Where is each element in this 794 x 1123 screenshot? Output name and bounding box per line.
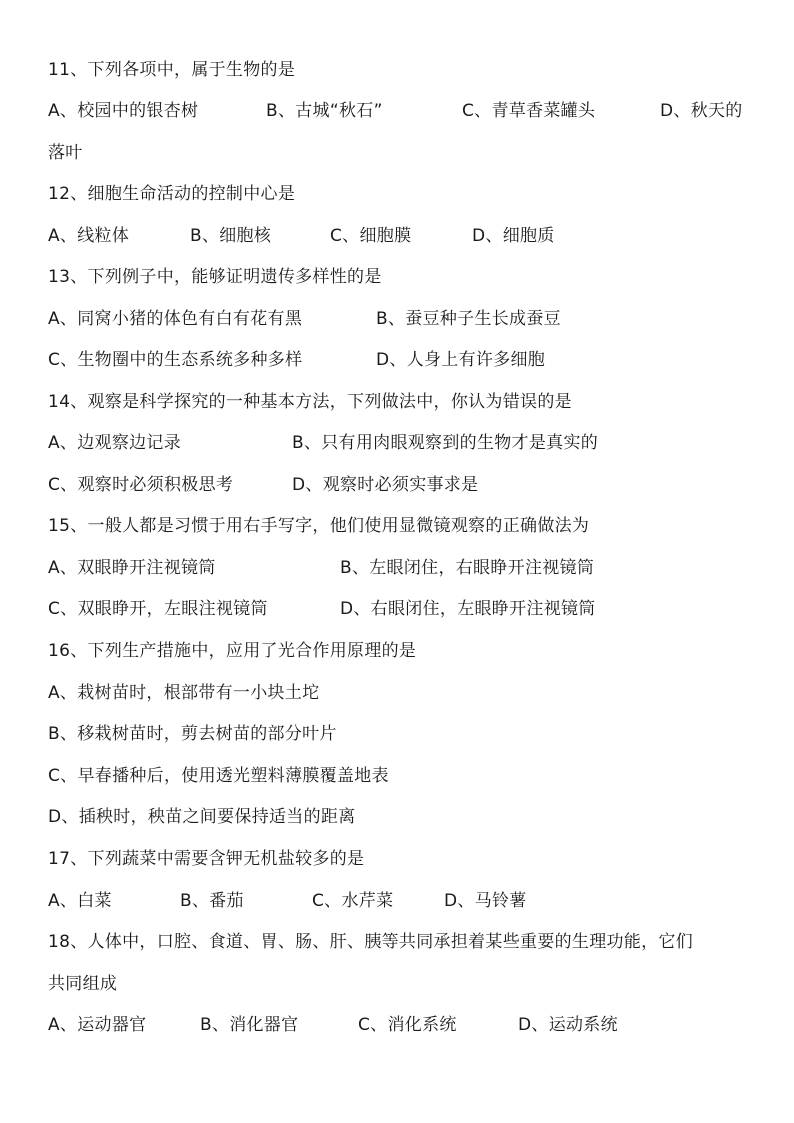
question-18-stem: 18、人体中，口腔、食道、胃、肠、肝、胰等共同承担着某些重要的生理功能，它们	[48, 932, 694, 952]
question-16-stem: 16、下列生产措施中，应用了光合作用原理的是	[48, 641, 417, 661]
question-12-option-a: A、线粒体	[48, 226, 130, 246]
question-14-option-b: B、只有用肉眼观察到的生物才是真实的	[292, 433, 599, 453]
question-16-option-a: A、栽树苗时，根部带有一小块土坨	[48, 683, 320, 703]
question-14-option-d: D、观察时必须实事求是	[292, 475, 479, 495]
question-18-option-c: C、消化系统	[358, 1015, 457, 1035]
question-13-option-d: D、人身上有许多细胞	[376, 350, 546, 370]
question-11-option-d-continuation: 落叶	[48, 143, 83, 163]
question-12-stem: 12、细胞生命活动的控制中心是	[48, 184, 296, 204]
question-18-option-a: A、运动器官	[48, 1015, 147, 1035]
question-14-stem: 14、观察是科学探究的一种基本方法，下列做法中，你认为错误的是	[48, 392, 572, 412]
question-15-option-d: D、右眼闭住，左眼睁开注视镜筒	[340, 599, 596, 619]
question-17-option-c: C、水芹菜	[312, 891, 394, 911]
question-18-option-d: D、运动系统	[518, 1015, 618, 1035]
question-12-option-b: B、细胞核	[190, 226, 272, 246]
question-15-option-c: C、双眼睁开，左眼注视镜筒	[48, 599, 268, 619]
question-11-option-a: A、校园中的银杏树	[48, 101, 199, 121]
question-11-option-b: B、古城“秋石”	[266, 101, 383, 121]
question-13-option-b: B、蚕豆种子生长成蚕豆	[376, 309, 561, 329]
question-14-option-a: A、边观察边记录	[48, 433, 182, 453]
question-17-stem: 17、下列蔬菜中需要含钾无机盐较多的是	[48, 849, 365, 869]
question-17-option-a: A、白菜	[48, 891, 112, 911]
question-17-option-b: B、番茄	[180, 891, 244, 911]
question-13-stem: 13、下列例子中，能够证明遗传多样性的是	[48, 267, 382, 287]
question-16-option-c: C、早春播种后，使用透光塑料薄膜覆盖地表	[48, 766, 389, 786]
question-17-option-d: D、马铃薯	[444, 891, 527, 911]
question-15-stem: 15、一般人都是习惯于用右手写字，他们使用显微镜观察的正确做法为	[48, 516, 590, 536]
question-11-stem: 11、下列各项中，属于生物的是	[48, 60, 296, 80]
question-15-option-a: A、双眼睁开注视镜筒	[48, 558, 216, 578]
question-16-option-b: B、移栽树苗时，剪去树苗的部分叶片	[48, 724, 337, 744]
question-11-option-d: D、秋天的	[660, 101, 743, 121]
question-11-option-c: C、青草香菜罐头	[462, 101, 596, 121]
question-14-option-c: C、观察时必须积极思考	[48, 475, 234, 495]
question-12-option-c: C、细胞膜	[330, 226, 412, 246]
question-13-option-c: C、生物圈中的生态系统多种多样	[48, 350, 303, 370]
question-15-option-b: B、左眼闭住，右眼睁开注视镜筒	[340, 558, 595, 578]
question-18-stem-continuation: 共同组成	[48, 974, 118, 994]
question-18-option-b: B、消化器官	[200, 1015, 299, 1035]
question-12-option-d: D、细胞质	[472, 226, 555, 246]
question-16-option-d: D、插秧时，秧苗之间要保持适当的距离	[48, 807, 356, 827]
question-13-option-a: A、同窝小猪的体色有白有花有黑	[48, 309, 303, 329]
